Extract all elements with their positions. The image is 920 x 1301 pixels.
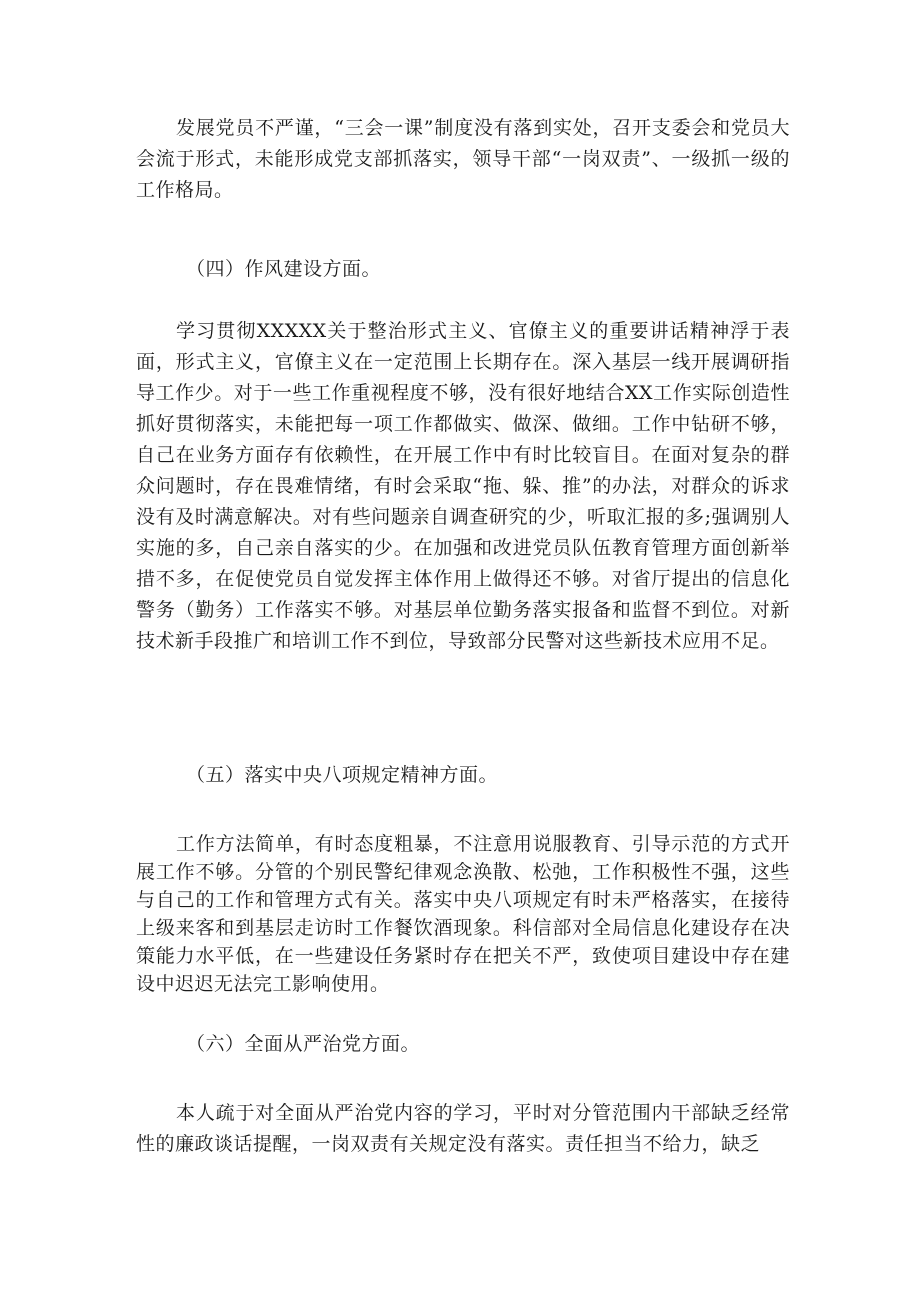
section-heading-eight-regulations: （五）落实中央八项规定精神方面。 [186,764,499,786]
section-heading-work-style: （四）作风建设方面。 [186,258,382,280]
paragraph-eight-regulations: 工作方法简单，有时态度粗暴，不注意用说服教育、引导示范的方式开展工作不够。分管的个别民警纪律观念涣散、松弛，工作积极性不强，这些与自己的工作和管理方式有关。落实中央八项规定有时未严格落实，在接待上级来客和到基层走访时工作餐饮酒现象。科信部对全局信息化建设存在决策能力水平低，在一些建设任务紧时存在把关不严，致使项目建设中存在建设中迟迟无法完工影响使用。 [136,833,790,995]
paragraph-work-style: 学习贯彻XXXXX关于整治形式主义、官僚主义的重要讲话精神浮于表面，形式主义，官僚主义在一定范围上长期存在。深入基层一线开展调研指导工作少。对于一些工作重视程度不够，没有很好地结合XX工作实际创造性抓好贯彻落实，未能把每一项工作都做实、做深、做细。工作中钻研不够，自己在业务方面存有依赖性，在开展工作中有时比较盲目。在面对复杂的群众问题时，存在畏难情绪，有时会采取“拖、躲、推”的办法，对群众的诉求没有及时满意解决。对有些问题亲自调查研究的少，听取汇报的多;强调别人实施的多，自己亲自落实的少。在加强和改进党员队伍教育管理方面创新举措不多，在促使党员自觉发挥主体作用上做得还不够。对省厅提出的信息化警务（勤务）工作落实不够。对基层单位勤务落实报备和监督不到位。对新技术新手段推广和培训工作不到位，导致部分民警对这些新技术应用不足。 [136,320,790,652]
section-heading-strict-governance: （六）全面从严治党方面。 [186,1033,421,1055]
paragraph-strict-governance: 本人疏于对全面从严治党内容的学习，平时对分管范围内干部缺乏经常性的廉政谈话提醒，一岗双责有关规定没有落实。责任担当不给力，缺乏 [136,1102,790,1155]
paragraph-party-member-development: 发展党员不严谨，“三会一课”制度没有落到实处，召开支委会和党员大会流于形式，未能形成党支部抓落实，领导干部“一岗双责”、一级抓一级的工作格局。 [136,117,790,201]
